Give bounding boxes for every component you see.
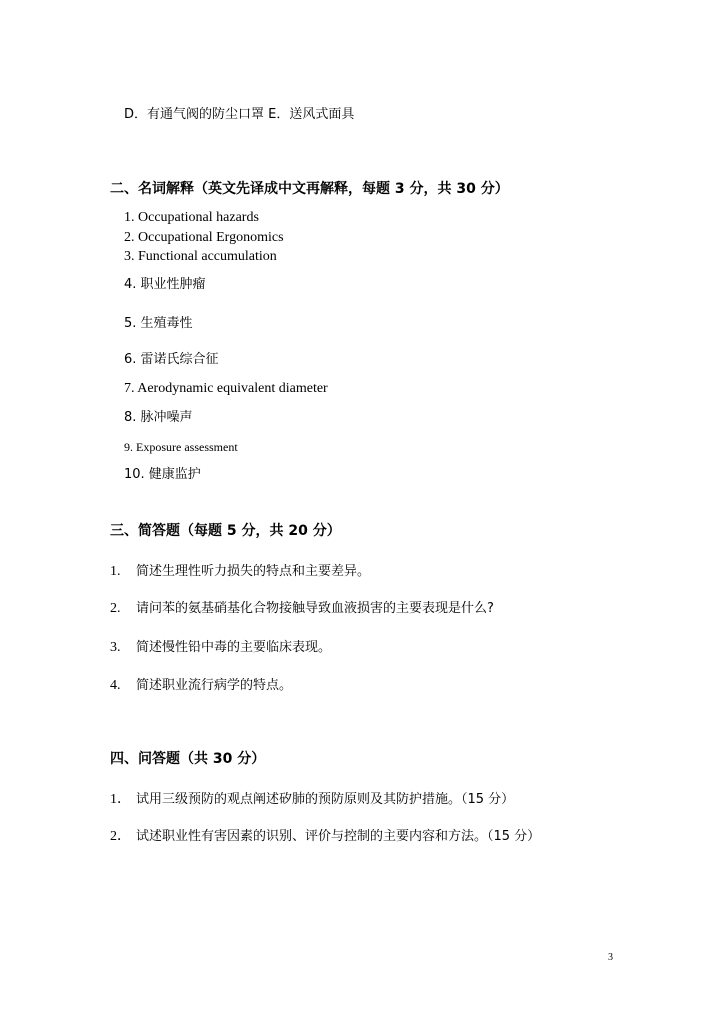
item-text: 简述慢性铅中毒的主要临床表现。 xyxy=(136,640,332,655)
term-item-4: 4. 职业性肿瘤 xyxy=(124,277,206,292)
item-number: 3. xyxy=(110,640,121,655)
term-item-3: 3. Functional accumulation xyxy=(124,249,277,264)
short-answer-item-4 xyxy=(110,677,292,693)
short-answer-item-2 xyxy=(110,600,494,616)
item-number: 2． xyxy=(110,829,131,844)
question-option-d-e: D．有通气阀的防尘口罩 E．送风式面具 xyxy=(124,107,355,122)
item-text: 简述职业流行病学的特点。 xyxy=(136,678,293,693)
item-text: 简述生理性听力损失的特点和主要差异。 xyxy=(136,564,371,579)
term-item-2: 2. Occupational Ergonomics xyxy=(124,230,284,245)
term-item-1: 1. Occupational hazards xyxy=(124,210,259,225)
short-answer-item-1 xyxy=(110,563,370,579)
essay-item-2 xyxy=(110,828,540,844)
item-number: 1. xyxy=(110,564,121,579)
term-item-9: 9. Exposure assessment xyxy=(124,440,238,454)
item-number: 2. xyxy=(110,601,121,616)
essay-item-1 xyxy=(110,791,514,807)
item-number: 4. xyxy=(110,678,121,693)
term-item-10: 10. 健康监护 xyxy=(124,467,201,482)
term-item-5: 5. 生殖毒性 xyxy=(124,316,193,331)
item-text: 试用三级预防的观点阐述矽肺的预防原则及其防护措施。（15 分） xyxy=(136,792,515,807)
term-item-6: 6. 雷诺氏综合征 xyxy=(124,352,219,367)
term-item-8: 8. 脉冲噪声 xyxy=(124,410,193,425)
item-text: 试述职业性有害因素的识别、评价与控制的主要内容和方法。（15 分） xyxy=(136,829,541,844)
section-3-title: 三、简答题（每题 5 分，共 20 分） xyxy=(110,523,341,539)
item-text: 请问苯的氨基硝基化合物接触导致血液损害的主要表现是什么? xyxy=(136,601,494,616)
term-item-7: 7. Aerodynamic equivalent diameter xyxy=(124,381,328,396)
page-number: 3 xyxy=(608,952,613,963)
section-4-title: 四、问答题（共 30 分） xyxy=(110,751,266,767)
section-2-title: 二、名词解释（英文先译成中文再解释，每题 3 分，共 30 分） xyxy=(110,181,509,197)
short-answer-item-3 xyxy=(110,639,331,655)
item-number: 1． xyxy=(110,792,131,807)
